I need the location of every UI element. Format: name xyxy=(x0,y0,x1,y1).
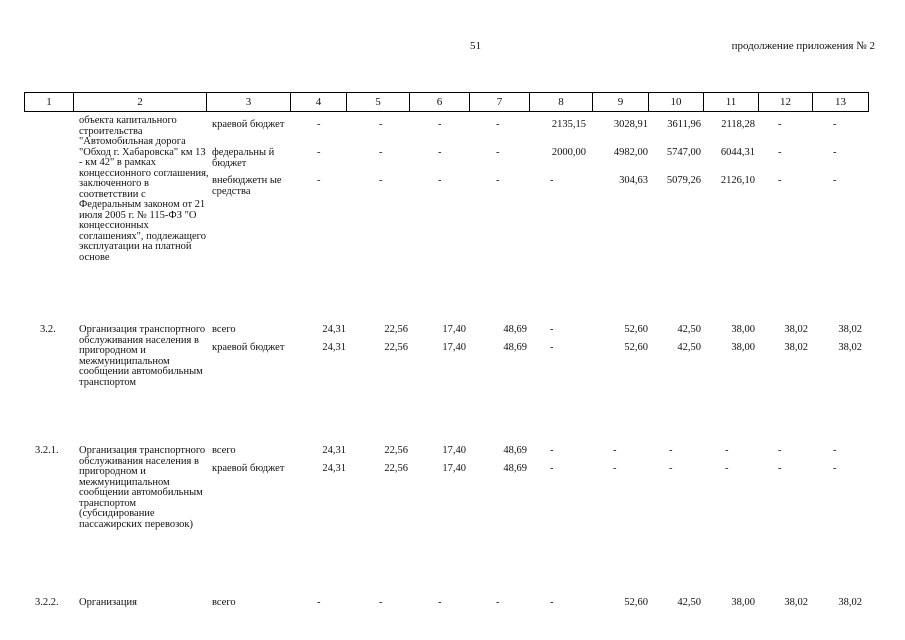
table-cell: 48,69 xyxy=(503,463,527,474)
table-cell: 2135,15 xyxy=(551,119,586,130)
table-cell: 3611,96 xyxy=(667,119,701,130)
column-header: 5 xyxy=(347,93,410,112)
table-cell: 22,56 xyxy=(384,342,408,353)
table-cell: 48,69 xyxy=(503,342,527,353)
table-cell: 4982,00 xyxy=(613,147,648,158)
table-cell: 3028,91 xyxy=(613,119,648,130)
table-cell: - xyxy=(550,445,554,456)
table-cell: 2118,28 xyxy=(721,119,755,130)
column-header: 3 xyxy=(207,93,291,112)
column-header: 9 xyxy=(593,93,649,112)
row-name: Организация транспортного обслуживания населения в пригородном и межмуниципальном сообщении автомобильным транспортом (субсидирование пассажирских перевозок) xyxy=(79,445,206,530)
table-cell: 17,40 xyxy=(442,342,466,353)
table-cell: - xyxy=(317,597,321,608)
column-header: 12 xyxy=(759,93,813,112)
row-name: Организация транспортного обслуживания населения в пригородном и межмуниципальном сообщении автомобильным транспортом xyxy=(79,324,206,388)
row-source: всего xyxy=(212,597,236,608)
table-cell: - xyxy=(833,445,837,456)
row-source: федеральны й бюджет xyxy=(212,147,275,169)
table-cell: - xyxy=(550,324,554,335)
table-cell: 48,69 xyxy=(503,445,527,456)
table-cell: - xyxy=(833,175,837,186)
table-cell: 38,00 xyxy=(731,324,755,335)
table-cell: - xyxy=(496,597,500,608)
row-source: краевой бюджет xyxy=(212,119,285,130)
table-cell: - xyxy=(833,147,837,158)
table-cell: 52,60 xyxy=(624,342,648,353)
row-source: всего xyxy=(212,324,236,335)
table-cell: 38,00 xyxy=(731,342,755,353)
column-header: 8 xyxy=(530,93,593,112)
table-cell: 42,50 xyxy=(677,324,701,335)
table-cell: - xyxy=(496,175,500,186)
table-cell: 52,60 xyxy=(624,597,648,608)
table-cell: - xyxy=(550,463,554,474)
table-cell: 38,02 xyxy=(784,342,808,353)
table-cell: - xyxy=(725,463,729,474)
column-header: 6 xyxy=(410,93,470,112)
table-cell: 17,40 xyxy=(442,463,466,474)
table-cell: 48,69 xyxy=(503,324,527,335)
table-cell: - xyxy=(379,119,383,130)
row-name: объекта капитального строительства "Автомобильная дорога "Обход г. Хабаровска" км 13 - км 42" в рамках концессионного соглашения, заключенного в соответствии с Федеральным законом от 21 июля 2005 г. № 115-ФЗ "О концессионных соглашениях", подлежащего эксплуатации на платной основе xyxy=(79,115,209,263)
table-cell: - xyxy=(613,463,617,474)
table-cell: 24,31 xyxy=(322,445,346,456)
table-cell: - xyxy=(438,119,442,130)
table-cell: - xyxy=(725,445,729,456)
table-cell: - xyxy=(317,175,321,186)
table-cell: - xyxy=(379,597,383,608)
row-source: всего xyxy=(212,445,236,456)
column-header: 11 xyxy=(704,93,759,112)
table-cell: 22,56 xyxy=(384,463,408,474)
row-number: 3.2. xyxy=(40,324,56,335)
row-source: краевой бюджет xyxy=(212,463,285,474)
table-cell: 38,02 xyxy=(784,597,808,608)
table-cell: - xyxy=(379,147,383,158)
table-cell: - xyxy=(496,147,500,158)
table-cell: - xyxy=(550,175,554,186)
table-cell: - xyxy=(550,342,554,353)
column-header: 2 xyxy=(74,93,207,112)
column-header: 10 xyxy=(649,93,704,112)
table-cell: - xyxy=(438,597,442,608)
table-cell: 24,31 xyxy=(322,324,346,335)
column-header: 13 xyxy=(813,93,869,112)
table-cell: - xyxy=(438,147,442,158)
table-cell: 2000,00 xyxy=(551,147,586,158)
appendix-label: продолжение приложения № 2 xyxy=(731,40,875,52)
table-cell: - xyxy=(317,119,321,130)
table-cell: - xyxy=(613,445,617,456)
table-cell: 38,02 xyxy=(784,324,808,335)
table-cell: - xyxy=(669,463,673,474)
column-header: 7 xyxy=(470,93,530,112)
table-cell: - xyxy=(833,463,837,474)
table-cell: 52,60 xyxy=(624,324,648,335)
table-header xyxy=(24,92,869,112)
table-cell: 22,56 xyxy=(384,445,408,456)
row-number: 3.2.1. xyxy=(35,445,59,456)
table-cell: 5079,26 xyxy=(666,175,701,186)
table-cell: - xyxy=(778,463,782,474)
table-cell: 42,50 xyxy=(677,597,701,608)
table-cell: 38,02 xyxy=(838,324,862,335)
table-cell: 38,02 xyxy=(838,597,862,608)
table-cell: - xyxy=(438,175,442,186)
table-cell: - xyxy=(778,175,782,186)
row-source: краевой бюджет xyxy=(212,342,285,353)
table-cell: 5747,00 xyxy=(666,147,701,158)
table-cell: 38,00 xyxy=(731,597,755,608)
table-cell: - xyxy=(669,445,673,456)
table-cell: 24,31 xyxy=(322,342,346,353)
table-cell: - xyxy=(778,445,782,456)
table-cell: 304,63 xyxy=(619,175,648,186)
table-cell: 38,02 xyxy=(838,342,862,353)
table-cell: - xyxy=(496,119,500,130)
table-cell: - xyxy=(550,597,554,608)
column-header: 1 xyxy=(25,93,74,112)
table-cell: 17,40 xyxy=(442,324,466,335)
table-cell: 6044,31 xyxy=(720,147,755,158)
table-cell: - xyxy=(833,119,837,130)
row-name: Организация xyxy=(79,597,137,608)
page-number: 51 xyxy=(470,40,481,52)
row-number: 3.2.2. xyxy=(35,597,59,608)
table-cell: 2126,10 xyxy=(720,175,755,186)
table-cell: 42,50 xyxy=(677,342,701,353)
row-source: внебюджетн ые средства xyxy=(212,175,282,197)
table-cell: - xyxy=(778,147,782,158)
table-cell: - xyxy=(379,175,383,186)
table-cell: - xyxy=(778,119,782,130)
table-cell: 17,40 xyxy=(442,445,466,456)
table-cell: - xyxy=(317,147,321,158)
table-cell: 22,56 xyxy=(384,324,408,335)
table-cell: 24,31 xyxy=(322,463,346,474)
column-header: 4 xyxy=(291,93,347,112)
